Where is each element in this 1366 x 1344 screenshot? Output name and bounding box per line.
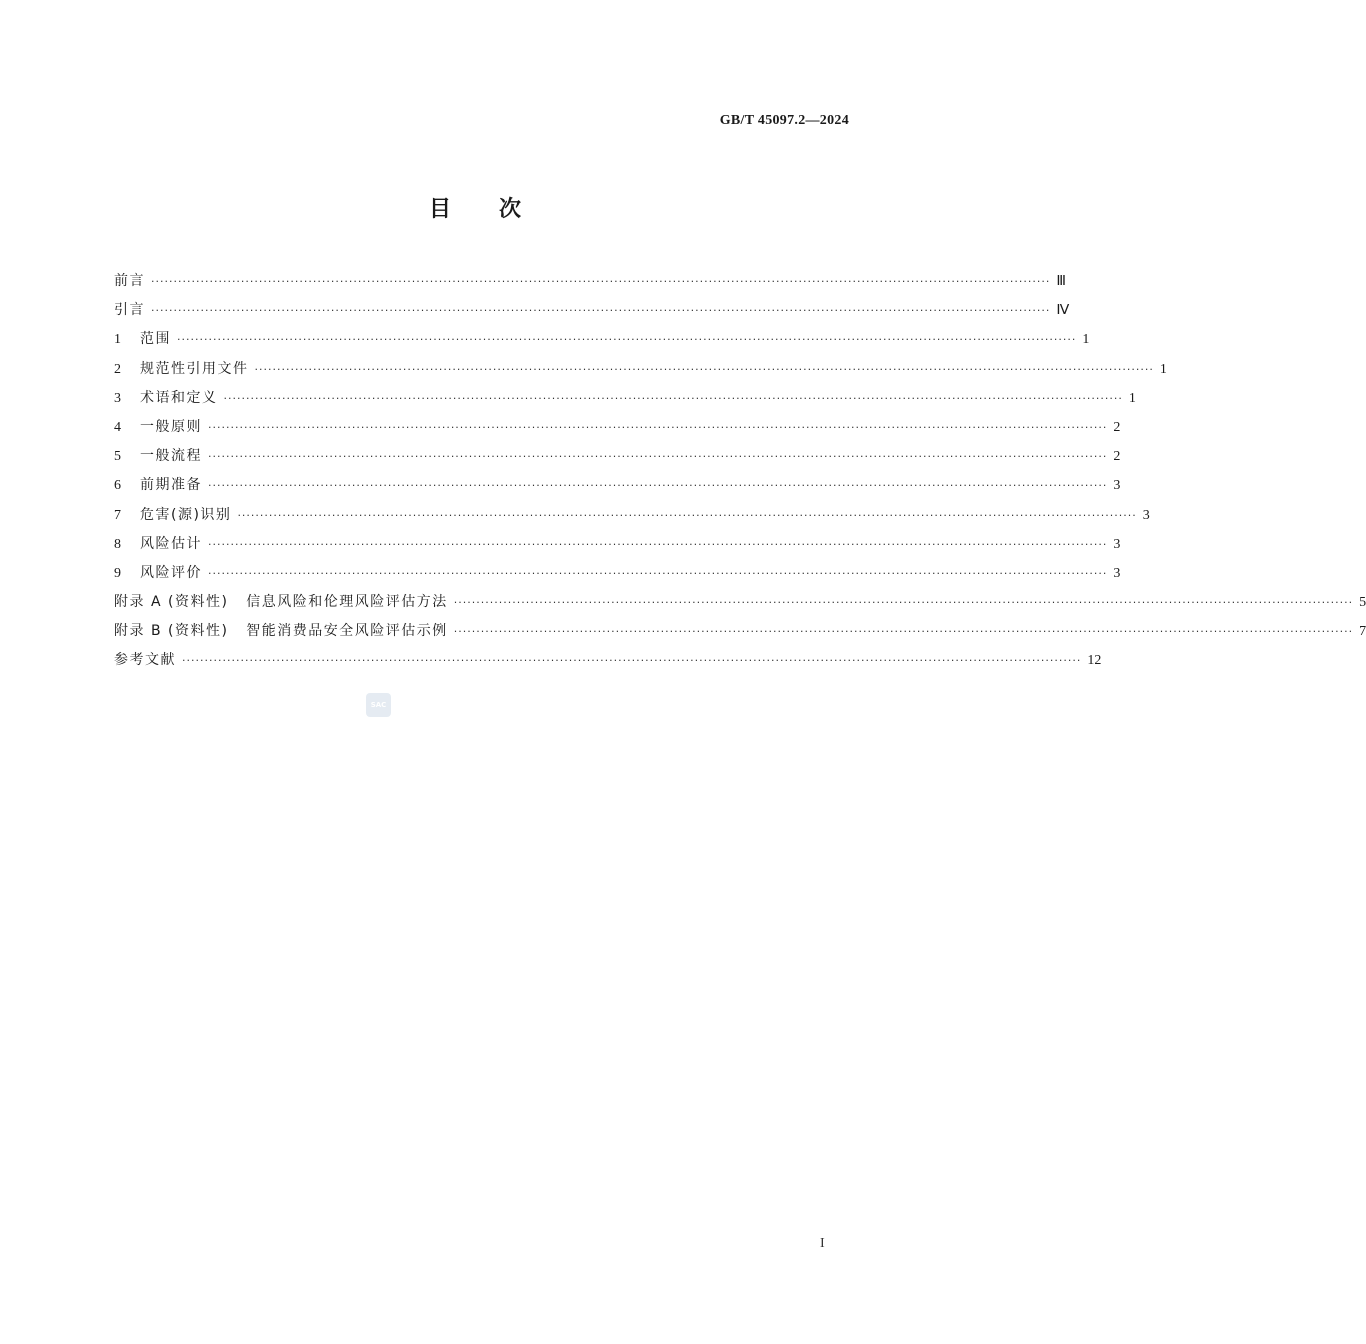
toc-entry[interactable]	[114, 620, 1366, 649]
dot-leader: ········································································································································································································	[453, 625, 1354, 639]
toc-entry-number: 7	[114, 507, 121, 523]
toc-entry-label: 附录 A (资料性) 信息风险和伦理风险评估方法	[114, 594, 448, 611]
toc-entry-label: 一般原则	[140, 418, 202, 435]
toc-entry-page: 12	[1087, 653, 1102, 669]
toc-entry-number: 3	[114, 390, 121, 406]
toc-entry-label: 危害(源)识别	[140, 506, 232, 523]
page-number: I	[820, 1236, 825, 1251]
toc-entry-number: 8	[114, 536, 121, 552]
toc-entry[interactable]	[114, 591, 1366, 620]
toc-entry-label: 风险评价	[140, 564, 202, 581]
toc-entry-label: 一般流程	[140, 448, 202, 465]
toc-entry[interactable]	[114, 387, 1136, 416]
toc-entry[interactable]	[114, 328, 1090, 357]
toc-entry[interactable]	[114, 445, 1121, 474]
toc-entry-page: 3	[1113, 478, 1121, 494]
toc-entry-label: 术语和定义	[140, 389, 218, 406]
dot-leader: ········································································································································································································	[151, 304, 1051, 318]
toc-entry[interactable]	[114, 474, 1121, 503]
toc-entry-page: 1	[1128, 390, 1136, 406]
toc-entry-label: 前言	[114, 273, 145, 289]
toc-entry-number: 6	[114, 478, 121, 494]
toc-entry-label: 规范性引用文件	[140, 360, 249, 377]
toc-entry-label: 风险估计	[140, 535, 202, 552]
toc-entry-page: 3	[1113, 565, 1121, 581]
toc-entry[interactable]	[114, 504, 1150, 533]
dot-leader: ········································································································································································································	[177, 333, 1077, 347]
toc-entry-label: 附录 B (资料性) 智能消费品安全风险评估示例	[114, 623, 448, 640]
toc-entry[interactable]	[114, 649, 1102, 678]
dot-leader: ········································································································································································································	[237, 508, 1137, 522]
sac-watermark-logo: SAC	[366, 693, 391, 717]
dot-leader: ········································································································································································································	[208, 537, 1108, 551]
toc-entry-number: 1	[114, 332, 121, 348]
table-of-contents	[114, 270, 1366, 679]
toc-entry-number: 2	[114, 361, 121, 377]
toc-entry-page: 3	[1142, 507, 1150, 523]
toc-entry-number: 9	[114, 565, 121, 581]
toc-entry-label: 范围	[140, 331, 171, 348]
toc-entry[interactable]	[114, 299, 1070, 328]
toc-entry-page: 1	[1082, 332, 1090, 348]
page-title: 目次	[428, 197, 569, 222]
dot-leader: ········································································································································································································	[208, 566, 1108, 580]
toc-entry-label: 引言	[114, 302, 145, 319]
toc-entry[interactable]	[114, 562, 1121, 591]
toc-entry-number: 5	[114, 449, 121, 465]
toc-entry-page: 1	[1159, 361, 1167, 377]
standard-code: GB/T 45097.2—2024	[719, 113, 849, 128]
toc-entry[interactable]	[114, 533, 1121, 562]
toc-entry-number: 4	[114, 419, 121, 435]
dot-leader: ········································································································································································································	[151, 275, 1051, 288]
toc-entry-page: Ⅲ	[1056, 274, 1066, 289]
toc-entry-label: 前期准备	[140, 477, 202, 494]
toc-entry-page: 3	[1113, 536, 1121, 552]
dot-leader: ········································································································································································································	[223, 391, 1123, 405]
dot-leader: ········································································································································································································	[208, 479, 1108, 493]
toc-entry[interactable]	[114, 270, 1066, 299]
toc-entry-label: 参考文献	[114, 652, 176, 669]
toc-entry[interactable]	[114, 358, 1167, 387]
toc-entry[interactable]	[114, 416, 1121, 445]
toc-entry-page: 2	[1113, 449, 1121, 465]
dot-leader: ········································································································································································································	[208, 420, 1108, 434]
toc-entry-page: 7	[1359, 624, 1366, 640]
dot-leader: ········································································································································································································	[182, 654, 1082, 668]
toc-entry-page: Ⅳ	[1056, 303, 1070, 319]
dot-leader: ········································································································································································································	[453, 596, 1354, 610]
dot-leader: ········································································································································································································	[208, 450, 1108, 464]
toc-entry-page: 2	[1113, 419, 1121, 435]
dot-leader: ········································································································································································································	[254, 362, 1154, 376]
toc-entry-page: 5	[1359, 595, 1366, 611]
